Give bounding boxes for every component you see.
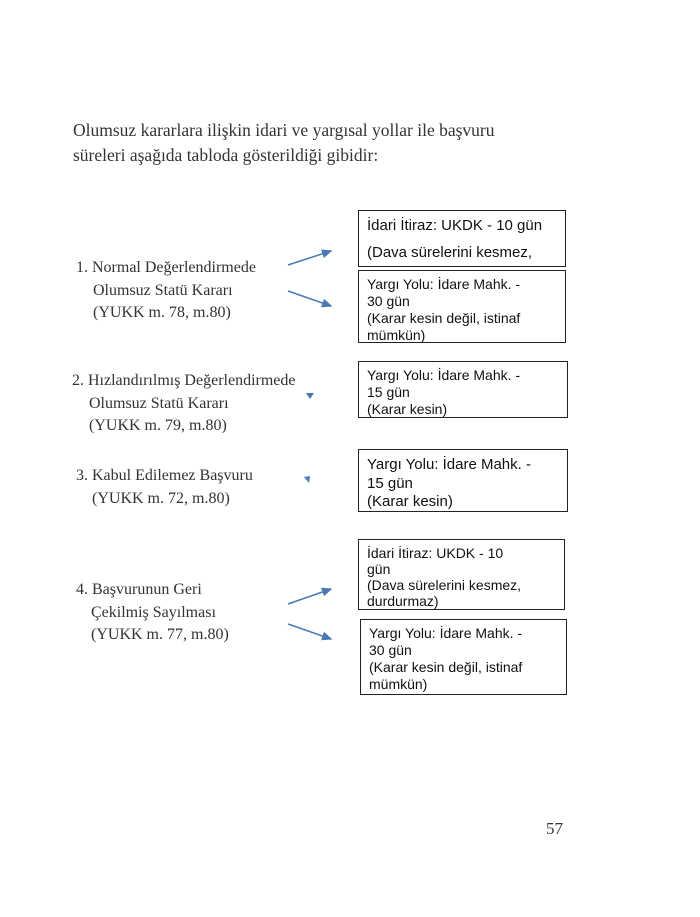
box-line: Yargı Yolu: İdare Mahk. - xyxy=(367,456,531,473)
box-line: 15 gün xyxy=(367,384,410,400)
arrow-icon xyxy=(288,251,331,265)
box-line: (Dava sürelerini kesmez, xyxy=(367,577,522,593)
label-line: (YUKK m. 72, m.80) xyxy=(92,489,230,507)
box-line: 15 gün xyxy=(367,474,413,492)
arrow-icon xyxy=(288,624,331,639)
arrow-icon xyxy=(288,589,331,604)
box-line: mümkün) xyxy=(367,327,426,343)
label-line: Olumsuz Statü Kararı xyxy=(93,281,233,299)
label-line: 3. Kabul Edilemez Başvuru xyxy=(76,467,253,484)
label-line: (YUKK m. 77, m.80) xyxy=(91,626,229,643)
arrowhead-icon xyxy=(306,393,314,399)
box-line: (Karar kesin) xyxy=(367,493,453,510)
box-line: durdurmaz) xyxy=(367,593,439,609)
box-line: İdari İtiraz: UKDK - 10 gün xyxy=(367,217,543,234)
box-line: (Dava sürelerini kesmez, xyxy=(367,244,533,261)
box-line: 30 gün xyxy=(367,293,410,309)
label-line: (YUKK m. 78, m.80) xyxy=(93,304,231,321)
box-line: (Karar kesin değil, istinaf xyxy=(369,659,523,675)
box-line: Yargı Yolu: İdare Mahk. - xyxy=(367,276,521,292)
label-line: 1. Normal Değerlendirmede xyxy=(76,259,256,276)
label-line: Çekilmiş Sayılması xyxy=(91,603,216,621)
box-line: Yargı Yolu: İdare Mahk. - xyxy=(367,367,521,383)
arrowhead-icon xyxy=(304,476,310,483)
box-line: 30 gün xyxy=(369,642,412,658)
box-line: mümkün) xyxy=(369,676,428,692)
page-number: 57 xyxy=(546,819,563,838)
intro-line: süreleri aşağıda tabloda gösterildiği gibidir: xyxy=(73,145,379,165)
box-line: (Karar kesin) xyxy=(367,401,448,417)
arrow-icon xyxy=(288,291,331,306)
box-line: (Karar kesin değil, istinaf xyxy=(367,310,521,326)
label-line: Olumsuz Statü Kararı xyxy=(89,394,229,412)
label-line: (YUKK m. 79, m.80) xyxy=(89,417,227,434)
label-line: 2. Hızlandırılmış Değerlendirmede xyxy=(72,372,296,389)
label-line: 4. Başvurunun Geri xyxy=(76,581,202,598)
box-line: Yargı Yolu: İdare Mahk. - xyxy=(369,625,523,641)
intro-line: Olumsuz kararlara ilişkin idari ve yargısal yollar ile başvuru xyxy=(73,120,495,140)
box-line: İdari İtiraz: UKDK - 10 xyxy=(367,545,504,561)
box-line: gün xyxy=(367,561,391,577)
